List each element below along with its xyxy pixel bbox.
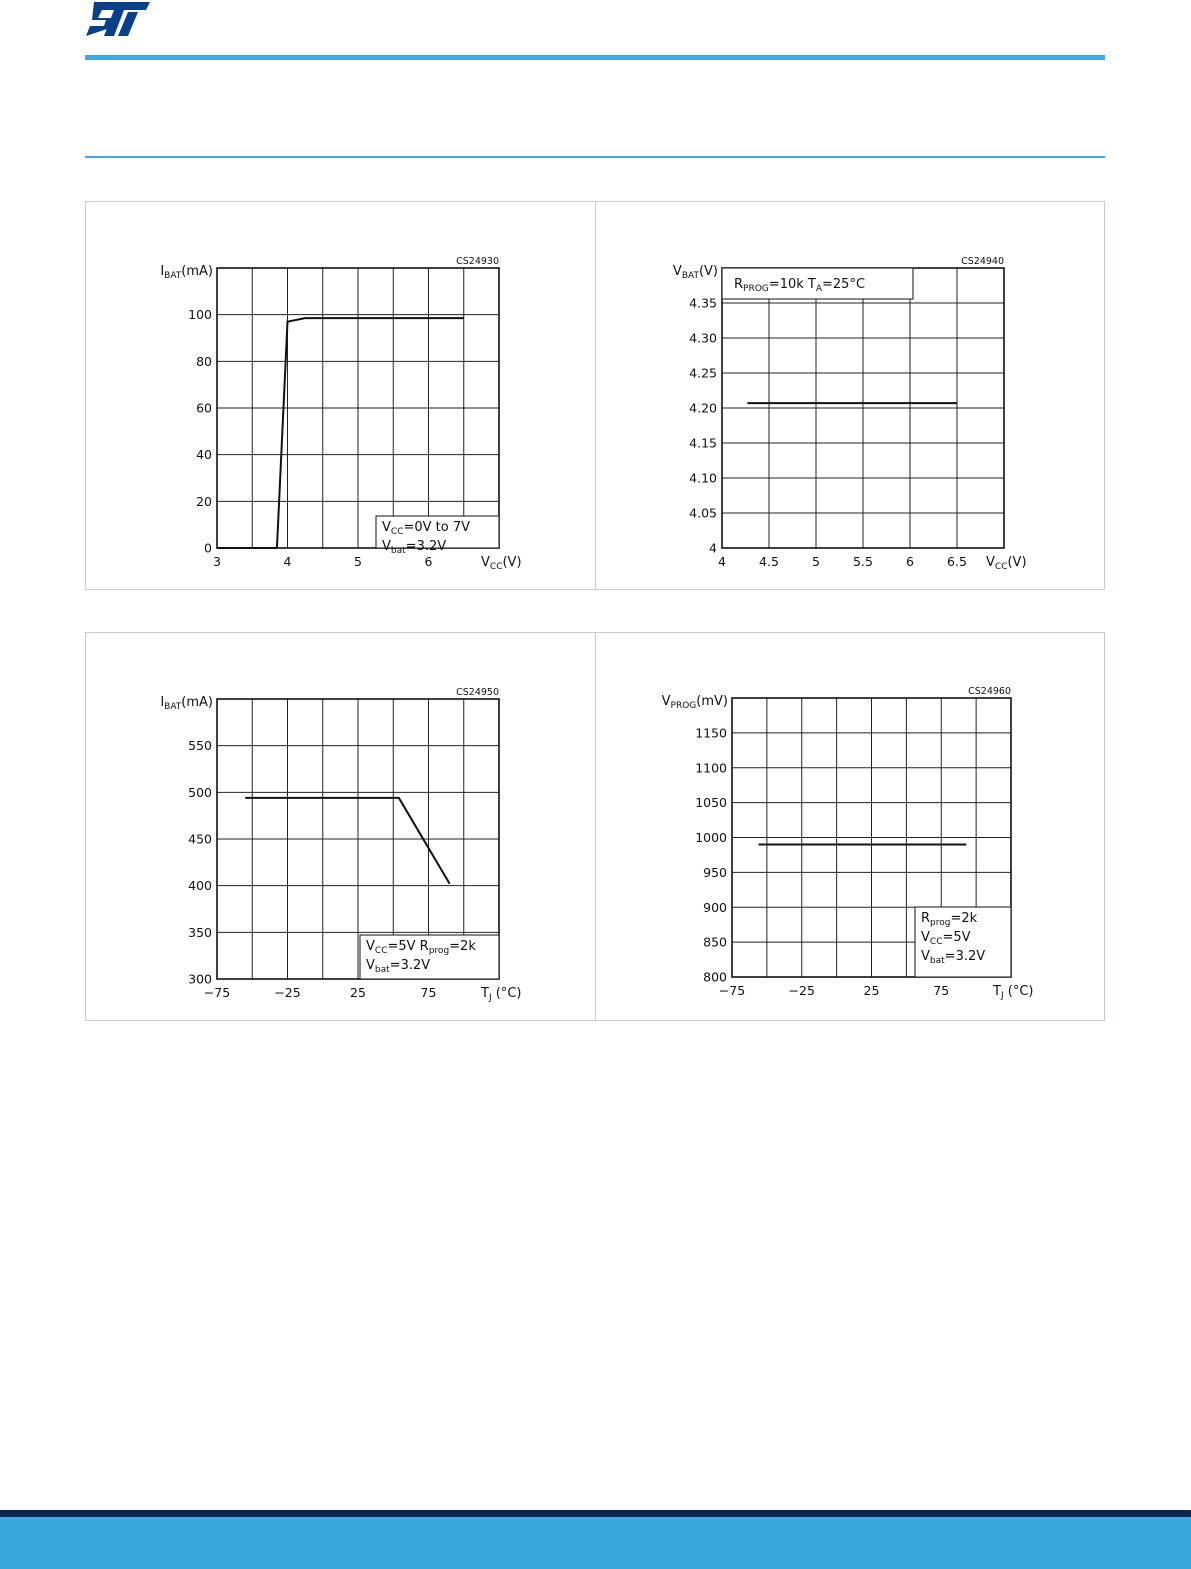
annotation-text: $V_{bat}=3.2V$	[366, 958, 431, 975]
y-tick-label: 800	[703, 969, 727, 985]
x-tick-label: 5	[354, 554, 362, 569]
x-tick-label: 6	[424, 554, 433, 569]
x-tick-label: 5	[812, 554, 820, 569]
annotation-text: $V_{CC}=5V$	[921, 930, 971, 947]
x-axis-label: $T_J$ (°C)	[481, 986, 522, 1003]
x-axis-label: $V_{CC}(V)$	[986, 555, 1027, 572]
y-tick-label: 80	[196, 353, 212, 369]
x-tick-label: 3	[213, 554, 221, 569]
x-tick-label: −75	[718, 983, 746, 998]
st-logo-icon	[84, 0, 154, 38]
annotation-text: $V_{bat}=3.2V$	[921, 949, 986, 966]
figure-code: CS24940	[961, 256, 1004, 267]
y-tick-label: 60	[196, 400, 212, 416]
y-tick-label: 850	[703, 934, 727, 950]
footer-band	[0, 1510, 1191, 1569]
x-tick-label: −75	[203, 985, 231, 1000]
y-tick-label: 350	[188, 924, 212, 940]
annotation-text: $R_{PROG}=10k$ $T_A=25^\circ C$	[734, 277, 866, 294]
y-tick-label: 1000	[695, 830, 727, 845]
y-tick-label: 450	[188, 831, 212, 847]
y-tick-label: 4.10	[689, 470, 717, 486]
x-tick-label: −25	[788, 983, 815, 998]
y-tick-label: 4.15	[689, 435, 717, 451]
annotation-text: $V_{CC}=0V$ to 7V	[382, 520, 471, 537]
chart-ibat-vs-tj	[85, 632, 595, 1021]
annotation-text: $V_{CC}=5V$ $R_{prog}=2k$	[366, 939, 476, 956]
y-tick-label: 950	[703, 864, 727, 880]
y-tick-label: 500	[188, 784, 212, 800]
x-tick-label: −25	[274, 985, 301, 1000]
x-tick-label: 6.5	[947, 554, 967, 569]
series-line	[217, 318, 464, 548]
y-tick-label: 20	[196, 493, 212, 509]
y-axis-label: $V_{PROG}(mV)$	[661, 694, 728, 711]
x-tick-label: 25	[350, 985, 366, 1000]
figure-code: CS24950	[456, 687, 499, 698]
y-tick-label: 4.20	[689, 400, 717, 416]
figure-code: CS24960	[968, 686, 1011, 697]
y-tick-label: 1150	[695, 725, 727, 741]
chart-vbat-vs-vcc	[595, 201, 1105, 590]
header-accent-rule	[85, 55, 1105, 60]
y-tick-label: 300	[188, 971, 212, 987]
y-tick-label: 40	[196, 447, 212, 463]
chart-vprog-vs-tj	[595, 632, 1105, 1021]
y-axis-label: $I_{BAT}(mA)$	[160, 264, 213, 281]
y-tick-label: 550	[188, 738, 212, 754]
y-tick-label: 1100	[695, 760, 727, 776]
x-axis-label: $V_{CC}(V)$	[481, 555, 522, 572]
x-tick-label: 75	[420, 985, 437, 1000]
y-tick-label: 4.25	[689, 365, 717, 381]
y-tick-label: 4	[709, 540, 717, 556]
x-tick-label: 4.5	[759, 554, 779, 569]
x-tick-label: 75	[933, 983, 950, 998]
x-axis-label: $T_J$ (°C)	[993, 984, 1034, 1001]
y-tick-label: 4.35	[689, 295, 717, 311]
y-tick-label: 400	[188, 878, 212, 894]
x-tick-label: 25	[863, 983, 880, 998]
annotation-text: $R_{prog}=2k$	[921, 911, 978, 928]
x-tick-label: 6	[906, 554, 914, 569]
chart-ibat-vs-vcc	[85, 201, 595, 590]
y-tick-label: 1050	[695, 795, 727, 811]
y-axis-label: $V_{BAT}(V)$	[672, 264, 718, 281]
y-axis-label: $I_{BAT}(mA)$	[160, 695, 213, 712]
series-line	[245, 798, 449, 884]
section-divider-rule	[85, 156, 1105, 158]
y-tick-label: 4.30	[689, 330, 717, 346]
x-tick-label: 4	[283, 554, 292, 569]
annotation-text: $V_{bat}=3.2V$	[382, 539, 447, 556]
y-tick-label: 900	[703, 899, 727, 915]
figure-code: CS24930	[456, 256, 499, 267]
y-tick-label: 4.05	[689, 505, 717, 521]
x-tick-label: 5.5	[853, 554, 873, 569]
y-tick-label: 100	[188, 307, 212, 323]
x-tick-label: 4	[718, 554, 726, 569]
y-tick-label: 0	[204, 540, 212, 556]
